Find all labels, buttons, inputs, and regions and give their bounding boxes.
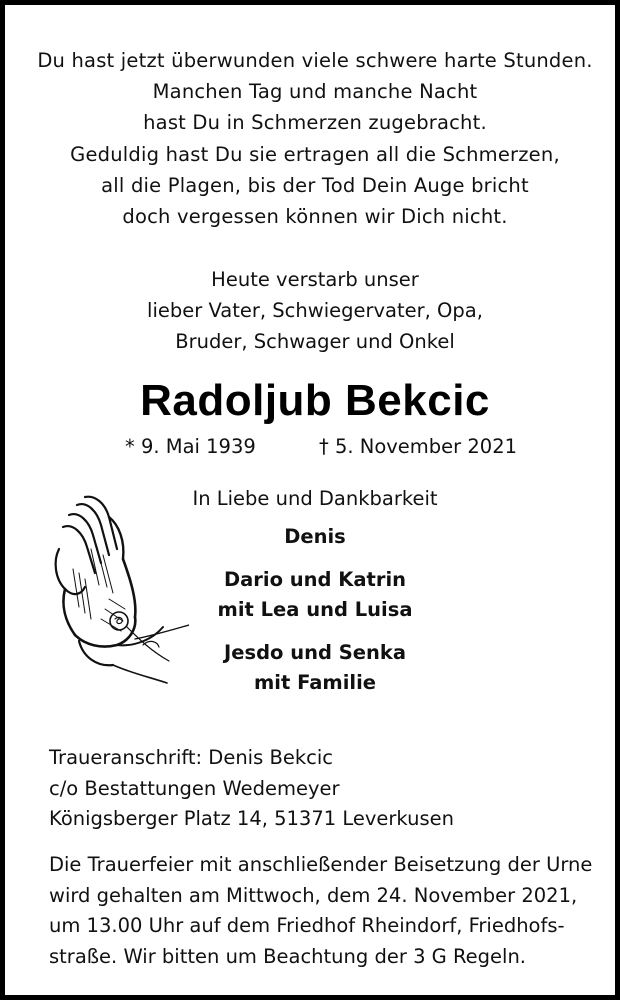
mourner-name: Dario und Katrin — [223, 568, 407, 591]
announcement-line: lieber Vater, Schwiegervater, Opa, — [147, 299, 483, 322]
service-line: wird gehalten am Mittwoch, dem 24. November 2021, — [49, 883, 578, 907]
poem-line: Du hast jetzt überwunden viele schwere harte Stunden. — [37, 49, 593, 72]
mourner-group — [5, 565, 620, 625]
address-line: Traueranschrift: Denis Bekcic — [49, 746, 333, 769]
poem-line: Geduldig hast Du sie ertragen all die Schmerzen, — [70, 142, 560, 166]
poem-line: all die Plagen, bis der Tod Dein Auge bricht — [101, 173, 529, 197]
address-line: c/o Bestattungen Wedemeyer — [49, 776, 340, 800]
poem-line: hast Du in Schmerzen zugebracht. — [143, 111, 487, 135]
mourner-name: mit Lea und Luisa — [217, 598, 413, 621]
poem-line: Manchen Tag und manche Nacht — [152, 80, 478, 104]
birth-date: * 9. Mai 1939 — [125, 435, 256, 458]
mourners — [5, 485, 620, 711]
mourner-name: Denis — [284, 525, 346, 548]
poem — [5, 45, 620, 232]
mourning-address — [49, 743, 454, 835]
announcement-line: Heute verstarb unser — [211, 268, 419, 291]
service-line: straße. Wir bitten um Beachtung der 3 G Regeln. — [49, 944, 526, 968]
mourners-intro: In Liebe und Dankbarkeit — [192, 487, 438, 510]
address-line: Königsberger Platz 14, 51371 Leverkusen — [49, 807, 454, 830]
mourner-group — [5, 522, 620, 552]
mourner-name: mit Familie — [253, 671, 377, 694]
mourner-name: Jesdo und Senka — [223, 641, 407, 664]
funeral-service-info — [49, 850, 592, 972]
announcement — [5, 264, 620, 357]
deceased-name: Radoljub Bekcic — [140, 376, 490, 425]
death-date: † 5. November 2021 — [319, 435, 518, 458]
announcement-line: Bruder, Schwager und Onkel — [175, 330, 455, 353]
poem-line: doch vergessen können wir Dich nicht. — [122, 205, 508, 229]
mourner-group — [5, 638, 620, 698]
service-line: um 13.00 Uhr auf dem Friedhof Rheindorf, Friedhofs- — [49, 914, 565, 937]
service-line: Die Trauerfeier mit anschließender Beisetzung der Urne — [49, 853, 593, 876]
